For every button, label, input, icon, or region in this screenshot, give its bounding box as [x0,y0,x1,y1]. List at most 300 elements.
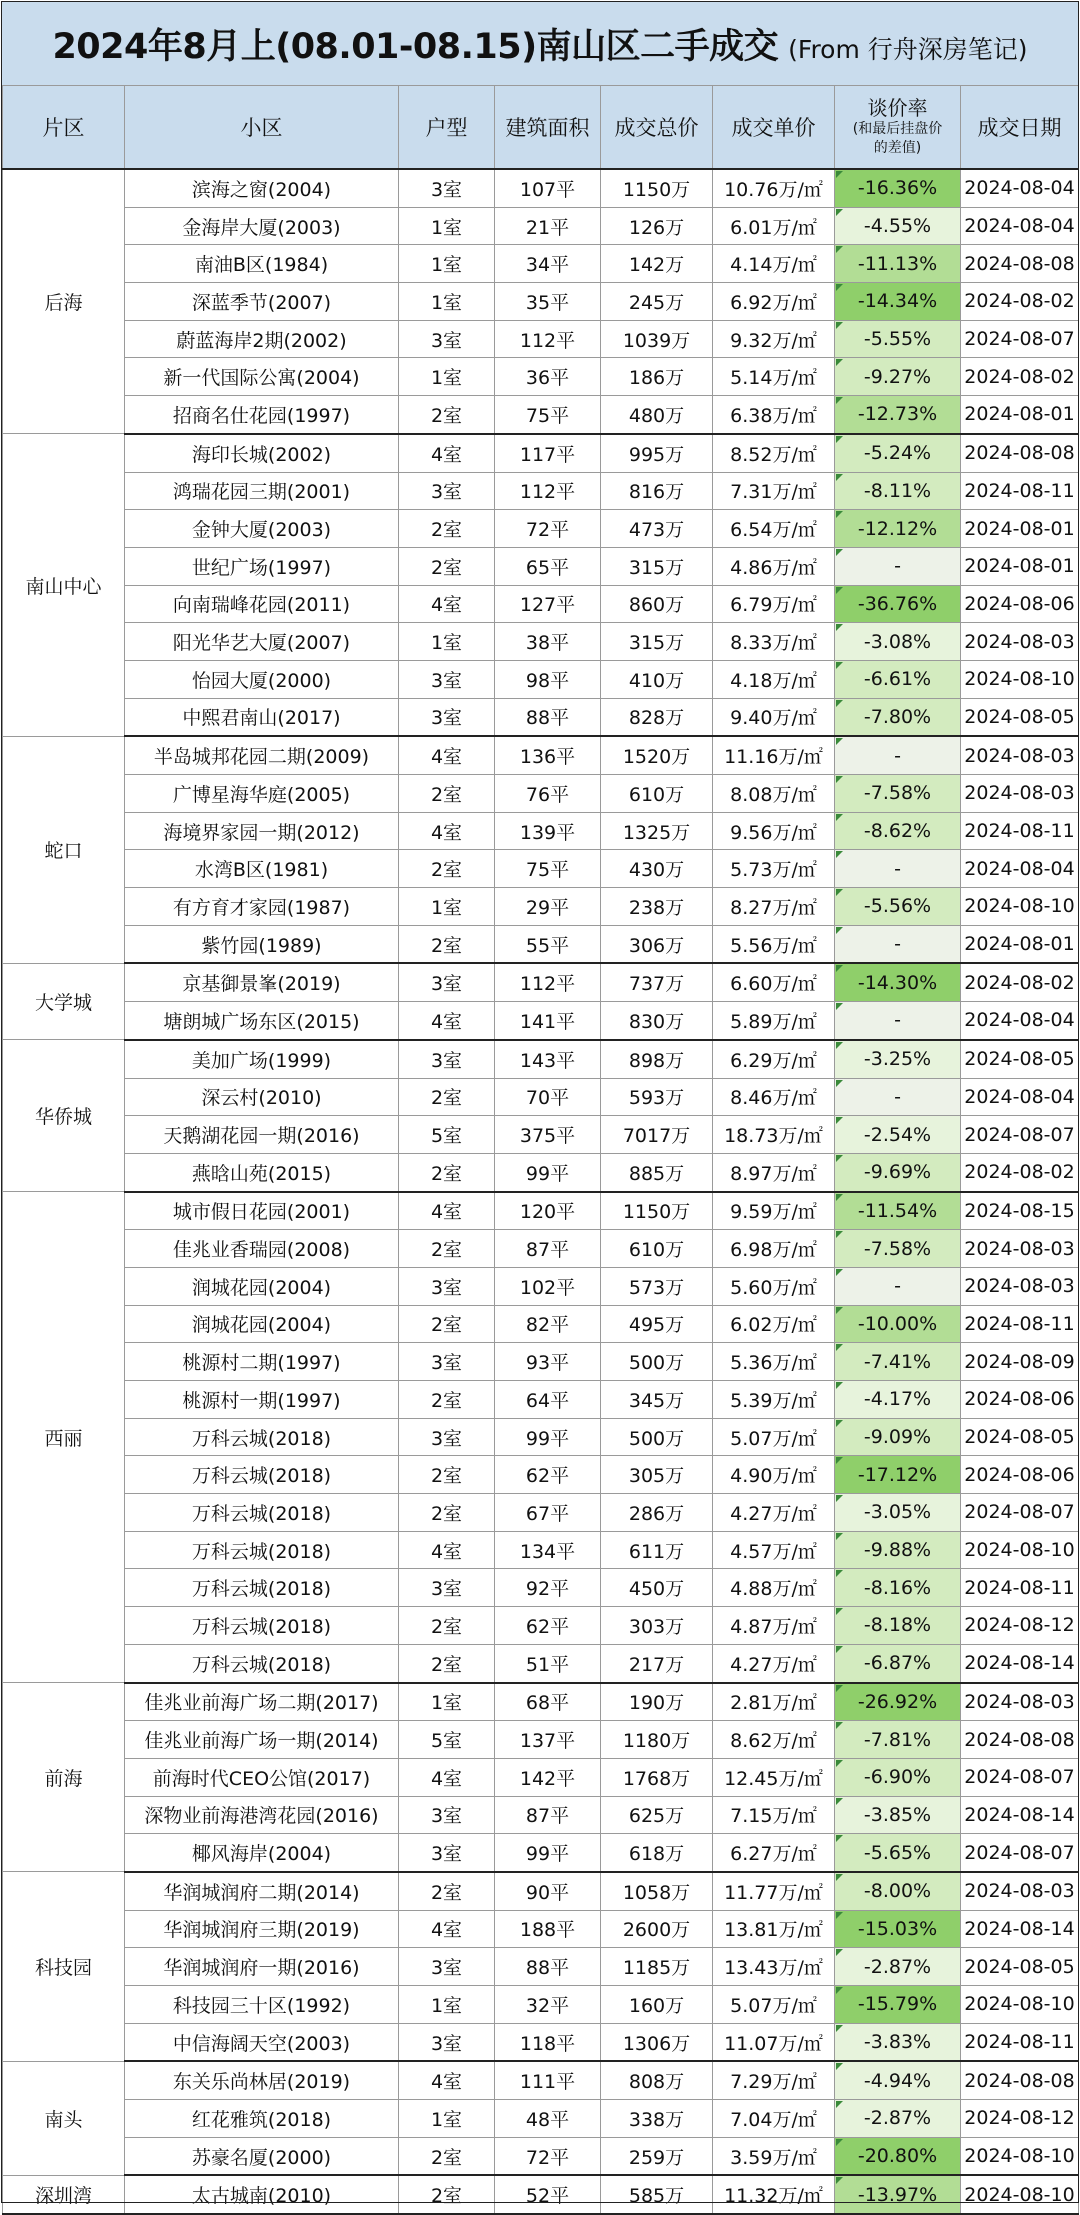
total-price-cell: 450万 [601,1569,713,1607]
deal-date-cell: 2024-08-01 [961,510,1079,548]
discount-rate-cell: - [835,547,961,585]
unit-price-cell: 10.76万/㎡ [713,169,835,207]
discount-rate-cell: -9.88% [835,1531,961,1569]
area-cell: 51平 [495,1644,601,1682]
deal-date-cell: 2024-08-04 [961,207,1079,245]
header-unit-price: 成交单价 [713,86,835,170]
table-row [3,207,1079,245]
unit-price-cell: 8.33万/㎡ [713,623,835,661]
district-cell: 后海 [3,169,125,434]
total-price-cell: 286万 [601,1494,713,1532]
community-cell: 蔚蓝海岸2期(2002) [125,320,399,358]
deal-date-cell: 2024-08-11 [961,1305,1079,1343]
community-cell: 燕晗山苑(2015) [125,1153,399,1191]
community-cell: 天鹅湖花园一期(2016) [125,1116,399,1154]
total-price-cell: 2600万 [601,1910,713,1948]
total-price-cell: 573万 [601,1267,713,1305]
layout-cell: 3室 [399,1418,495,1456]
layout-cell: 2室 [399,1381,495,1419]
area-cell: 111平 [495,2061,601,2099]
deal-date-cell: 2024-08-08 [961,245,1079,283]
area-cell: 88平 [495,1948,601,1986]
deal-date-cell: 2024-08-07 [961,1116,1079,1154]
deal-date-cell: 2024-08-01 [961,925,1079,963]
unit-price-cell: 8.62万/㎡ [713,1721,835,1759]
discount-rate-cell: -8.11% [835,472,961,510]
total-price-cell: 7017万 [601,1116,713,1154]
layout-cell: 1室 [399,2100,495,2138]
discount-rate-cell: -6.90% [835,1758,961,1796]
layout-cell: 1室 [399,623,495,661]
layout-cell: 3室 [399,1343,495,1381]
discount-rate-cell: -20.80% [835,2137,961,2175]
community-cell: 润城花园(2004) [125,1305,399,1343]
unit-price-cell: 11.77万/㎡ [713,1872,835,1910]
area-cell: 92平 [495,1569,601,1607]
community-cell: 前海时代CEO公馆(2017) [125,1758,399,1796]
area-cell: 117平 [495,434,601,472]
discount-rate-cell: -3.83% [835,2023,961,2061]
area-cell: 72平 [495,510,601,548]
layout-cell: 4室 [399,1758,495,1796]
discount-rate-cell: -3.05% [835,1494,961,1532]
discount-rate-cell: -26.92% [835,1683,961,1721]
discount-rate-cell: -7.80% [835,698,961,736]
layout-cell: 3室 [399,1834,495,1872]
layout-cell: 4室 [399,812,495,850]
deal-date-cell: 2024-08-04 [961,169,1079,207]
total-price-cell: 1039万 [601,320,713,358]
area-cell: 120平 [495,1192,601,1230]
unit-price-cell: 4.57万/㎡ [713,1531,835,1569]
table-row [3,1116,1079,1154]
deal-date-cell: 2024-08-14 [961,1910,1079,1948]
community-cell: 万科云城(2018) [125,1494,399,1532]
discount-rate-cell: -6.61% [835,660,961,698]
deal-date-cell: 2024-08-12 [961,2100,1079,2138]
table-row [3,963,1079,1001]
deal-date-cell: 2024-08-11 [961,1569,1079,1607]
table-row [3,1607,1079,1645]
deal-date-cell: 2024-08-05 [961,1418,1079,1456]
area-cell: 35平 [495,283,601,321]
area-cell: 88平 [495,698,601,736]
deal-date-cell: 2024-08-03 [961,1683,1079,1721]
community-cell: 华润城润府二期(2014) [125,1872,399,1910]
community-cell: 有方育才家园(1987) [125,888,399,926]
deal-date-cell: 2024-08-14 [961,1796,1079,1834]
total-price-cell: 315万 [601,547,713,585]
discount-rate-cell: - [835,1267,961,1305]
total-price-cell: 500万 [601,1343,713,1381]
discount-rate-cell: -9.27% [835,358,961,396]
total-price-cell: 1058万 [601,1872,713,1910]
area-cell: 98平 [495,660,601,698]
community-cell: 鸿瑞花园三期(2001) [125,472,399,510]
deal-date-cell: 2024-08-05 [961,1948,1079,1986]
deal-date-cell: 2024-08-12 [961,1607,1079,1645]
table-row [3,660,1079,698]
unit-price-cell: 7.15万/㎡ [713,1796,835,1834]
layout-cell: 3室 [399,169,495,207]
community-cell: 万科云城(2018) [125,1456,399,1494]
area-cell: 188平 [495,1910,601,1948]
unit-price-cell: 6.38万/㎡ [713,396,835,434]
district-cell: 蛇口 [3,736,125,963]
deal-date-cell: 2024-08-08 [961,2061,1079,2099]
area-cell: 29平 [495,888,601,926]
area-cell: 72平 [495,2137,601,2175]
deal-date-cell: 2024-08-01 [961,396,1079,434]
total-price-cell: 808万 [601,2061,713,2099]
layout-cell: 4室 [399,736,495,774]
area-cell: 62平 [495,1456,601,1494]
discount-rate-cell: -12.12% [835,510,961,548]
layout-cell: 4室 [399,434,495,472]
community-cell: 红花雅筑(2018) [125,2100,399,2138]
community-cell: 阳光华艺大厦(2007) [125,623,399,661]
unit-price-cell: 5.07万/㎡ [713,1418,835,1456]
area-cell: 102平 [495,1267,601,1305]
total-price-cell: 345万 [601,1381,713,1419]
discount-rate-cell: -17.12% [835,1456,961,1494]
community-cell: 太古城南(2010) [125,2175,399,2214]
area-cell: 36平 [495,358,601,396]
unit-price-cell: 6.01万/㎡ [713,207,835,245]
unit-price-cell: 4.86万/㎡ [713,547,835,585]
unit-price-cell: 5.07万/㎡ [713,1986,835,2024]
area-cell: 134平 [495,1531,601,1569]
total-price-cell: 1185万 [601,1948,713,1986]
table-row [3,1153,1079,1191]
deal-date-cell: 2024-08-10 [961,888,1079,926]
discount-rate-cell: -10.00% [835,1305,961,1343]
district-cell: 南山中心 [3,434,125,737]
table-row [3,1002,1079,1040]
layout-cell: 4室 [399,585,495,623]
area-cell: 34平 [495,245,601,283]
deal-date-cell: 2024-08-11 [961,472,1079,510]
discount-rate-cell: -8.16% [835,1569,961,1607]
unit-price-cell: 5.14万/㎡ [713,358,835,396]
discount-rate-cell: -5.55% [835,320,961,358]
layout-cell: 2室 [399,1305,495,1343]
discount-rate-cell: - [835,850,961,888]
deal-date-cell: 2024-08-02 [961,283,1079,321]
deal-date-cell: 2024-08-11 [961,2023,1079,2061]
unit-price-cell: 6.29万/㎡ [713,1040,835,1078]
deal-date-cell: 2024-08-10 [961,2175,1079,2214]
total-price-cell: 995万 [601,434,713,472]
table-row [3,2137,1079,2175]
discount-rate-cell: -8.00% [835,1872,961,1910]
layout-cell: 2室 [399,2137,495,2175]
community-cell: 佳兆业前海广场二期(2017) [125,1683,399,1721]
area-cell: 75平 [495,850,601,888]
community-cell: 华润城润府一期(2016) [125,1948,399,1986]
unit-price-cell: 4.87万/㎡ [713,1607,835,1645]
district-cell: 科技园 [3,1872,125,2061]
total-price-cell: 190万 [601,1683,713,1721]
table-row [3,396,1079,434]
layout-cell: 2室 [399,1078,495,1116]
table-row [3,1758,1079,1796]
area-cell: 21平 [495,207,601,245]
discount-rate-cell: -8.62% [835,812,961,850]
area-cell: 137平 [495,1721,601,1759]
unit-price-cell: 6.79万/㎡ [713,585,835,623]
table-row [3,245,1079,283]
community-cell: 向南瑞峰花园(2011) [125,585,399,623]
unit-price-cell: 4.18万/㎡ [713,660,835,698]
deal-date-cell: 2024-08-03 [961,1230,1079,1268]
total-price-cell: 1768万 [601,1758,713,1796]
deal-date-cell: 2024-08-07 [961,1494,1079,1532]
header-total-price: 成交总价 [601,86,713,170]
layout-cell: 3室 [399,472,495,510]
area-cell: 375平 [495,1116,601,1154]
community-cell: 桃源村二期(1997) [125,1343,399,1381]
community-cell: 佳兆业香瑞园(2008) [125,1230,399,1268]
unit-price-cell: 4.27万/㎡ [713,1494,835,1532]
table-row [3,1456,1079,1494]
layout-cell: 5室 [399,1116,495,1154]
total-price-cell: 737万 [601,963,713,1001]
deal-date-cell: 2024-08-08 [961,1721,1079,1759]
table-row [3,1494,1079,1532]
community-cell: 城市假日花园(2001) [125,1192,399,1230]
layout-cell: 3室 [399,698,495,736]
community-cell: 半岛城邦花园二期(2009) [125,736,399,774]
area-cell: 112平 [495,472,601,510]
unit-price-cell: 8.46万/㎡ [713,1078,835,1116]
area-cell: 82平 [495,1305,601,1343]
unit-price-cell: 6.98万/㎡ [713,1230,835,1268]
area-cell: 64平 [495,1381,601,1419]
deal-date-cell: 2024-08-05 [961,698,1079,736]
discount-rate-cell: -3.25% [835,1040,961,1078]
layout-cell: 3室 [399,660,495,698]
header-deal-date: 成交日期 [961,86,1079,170]
header-discount-rate [835,86,961,170]
discount-rate-cell: -2.87% [835,2100,961,2138]
community-cell: 京基御景峯(2019) [125,963,399,1001]
table-row [3,1721,1079,1759]
deal-date-cell: 2024-08-02 [961,358,1079,396]
area-cell: 75平 [495,396,601,434]
discount-rate-cell: -14.34% [835,283,961,321]
area-cell: 48平 [495,2100,601,2138]
district-cell: 深圳湾 [3,2175,125,2214]
layout-cell: 1室 [399,1986,495,2024]
table-row [3,358,1079,396]
total-price-cell: 186万 [601,358,713,396]
area-cell: 112平 [495,320,601,358]
discount-rate-cell: -4.17% [835,1381,961,1419]
table-row [3,1531,1079,1569]
unit-price-cell: 5.36万/㎡ [713,1343,835,1381]
layout-cell: 4室 [399,2061,495,2099]
table-row [3,2175,1079,2214]
unit-price-cell: 7.29万/㎡ [713,2061,835,2099]
layout-cell: 3室 [399,1040,495,1078]
layout-cell: 4室 [399,1002,495,1040]
table-row [3,1872,1079,1910]
unit-price-cell: 7.04万/㎡ [713,2100,835,2138]
community-cell: 海印长城(2002) [125,434,399,472]
discount-rate-cell: - [835,1078,961,1116]
table-row [3,547,1079,585]
area-cell: 62平 [495,1607,601,1645]
table-row [3,1986,1079,2024]
community-cell: 招商名仕花园(1997) [125,396,399,434]
area-cell: 139平 [495,812,601,850]
community-cell: 广博星海华庭(2005) [125,775,399,813]
community-cell: 中熙君南山(2017) [125,698,399,736]
layout-cell: 3室 [399,2023,495,2061]
table-row [3,888,1079,926]
unit-price-cell: 9.32万/㎡ [713,320,835,358]
discount-rate-cell: -5.56% [835,888,961,926]
total-price-cell: 611万 [601,1531,713,1569]
deal-date-cell: 2024-08-03 [961,775,1079,813]
total-price-cell: 625万 [601,1796,713,1834]
community-cell: 苏豪名厦(2000) [125,2137,399,2175]
area-cell: 87平 [495,1796,601,1834]
deal-date-cell: 2024-08-09 [961,1343,1079,1381]
deal-date-cell: 2024-08-03 [961,1872,1079,1910]
table-row [3,1418,1079,1456]
deal-date-cell: 2024-08-14 [961,1644,1079,1682]
discount-rate-cell: -3.08% [835,623,961,661]
total-price-cell: 410万 [601,660,713,698]
unit-price-cell: 5.60万/㎡ [713,1267,835,1305]
total-price-cell: 860万 [601,585,713,623]
unit-price-cell: 5.56万/㎡ [713,925,835,963]
discount-rate-cell: -13.97% [835,2175,961,2214]
unit-price-cell: 4.88万/㎡ [713,1569,835,1607]
discount-rate-cell: -15.03% [835,1910,961,1948]
layout-cell: 2室 [399,1494,495,1532]
unit-price-cell: 8.97万/㎡ [713,1153,835,1191]
area-cell: 99平 [495,1418,601,1456]
discount-rate-cell: -36.76% [835,585,961,623]
area-cell: 93平 [495,1343,601,1381]
header-area: 建筑面积 [495,86,601,170]
unit-price-cell: 4.14万/㎡ [713,245,835,283]
discount-rate-cell: -7.58% [835,1230,961,1268]
community-cell: 塘朗城广场东区(2015) [125,1002,399,1040]
area-cell: 67平 [495,1494,601,1532]
layout-cell: 3室 [399,1948,495,1986]
table-row [3,736,1079,774]
table-header-row [3,86,1079,170]
total-price-cell: 828万 [601,698,713,736]
community-cell: 桃源村一期(1997) [125,1381,399,1419]
unit-price-cell: 8.52万/㎡ [713,434,835,472]
total-price-cell: 610万 [601,775,713,813]
total-price-cell: 585万 [601,2175,713,2214]
table-row [3,1910,1079,1948]
discount-rate-cell: -5.65% [835,1834,961,1872]
area-cell: 55平 [495,925,601,963]
total-price-cell: 898万 [601,1040,713,1078]
total-price-cell: 473万 [601,510,713,548]
table-row [3,1040,1079,1078]
unit-price-cell: 9.56万/㎡ [713,812,835,850]
total-price-cell: 1150万 [601,169,713,207]
area-cell: 70平 [495,1078,601,1116]
total-price-cell: 303万 [601,1607,713,1645]
table-row [3,1305,1079,1343]
total-price-cell: 430万 [601,850,713,888]
deal-date-cell: 2024-08-07 [961,1758,1079,1796]
total-price-cell: 306万 [601,925,713,963]
discount-rate-cell: -3.85% [835,1796,961,1834]
community-cell: 南油B区(1984) [125,245,399,283]
community-cell: 滨海之窗(2004) [125,169,399,207]
layout-cell: 2室 [399,850,495,888]
table-row [3,1796,1079,1834]
table-row [3,472,1079,510]
report-title: 2024年8月上(08.01-08.15)南山区二手成交 [52,26,779,67]
total-price-cell: 217万 [601,1644,713,1682]
table-row [3,1192,1079,1230]
total-price-cell: 259万 [601,2137,713,2175]
layout-cell: 2室 [399,1607,495,1645]
community-cell: 东关乐尚林居(2019) [125,2061,399,2099]
table-row [3,1683,1079,1721]
discount-rate-cell: -14.30% [835,963,961,1001]
unit-price-cell: 6.60万/㎡ [713,963,835,1001]
layout-cell: 2室 [399,396,495,434]
header-district: 片区 [3,86,125,170]
community-cell: 科技园三十区(1992) [125,1986,399,2024]
discount-rate-cell: - [835,736,961,774]
total-price-cell: 338万 [601,2100,713,2138]
community-cell: 万科云城(2018) [125,1569,399,1607]
discount-rate-cell: -7.58% [835,775,961,813]
discount-rate-cell: -15.79% [835,1986,961,2024]
layout-cell: 2室 [399,547,495,585]
community-cell: 中信海阔天空(2003) [125,2023,399,2061]
discount-rate-cell: -2.54% [835,1116,961,1154]
total-price-cell: 126万 [601,207,713,245]
area-cell: 136平 [495,736,601,774]
unit-price-cell: 4.27万/㎡ [713,1644,835,1682]
community-cell: 华润城润府三期(2019) [125,1910,399,1948]
discount-rate-cell: -11.54% [835,1192,961,1230]
community-cell: 美加广场(1999) [125,1040,399,1078]
community-cell: 深蓝季节(2007) [125,283,399,321]
total-price-cell: 315万 [601,623,713,661]
community-cell: 金钟大厦(2003) [125,510,399,548]
layout-cell: 2室 [399,775,495,813]
discount-rate-cell: -2.87% [835,1948,961,1986]
community-cell: 海境界家园一期(2012) [125,812,399,850]
table-row [3,2100,1079,2138]
community-cell: 万科云城(2018) [125,1644,399,1682]
deal-date-cell: 2024-08-10 [961,1986,1079,2024]
total-price-cell: 500万 [601,1418,713,1456]
discount-rate-cell: -9.09% [835,1418,961,1456]
deal-date-cell: 2024-08-03 [961,623,1079,661]
deal-date-cell: 2024-08-04 [961,1078,1079,1116]
deal-date-cell: 2024-08-04 [961,1002,1079,1040]
layout-cell: 2室 [399,1456,495,1494]
total-price-cell: 610万 [601,1230,713,1268]
discount-rate-cell: -5.24% [835,434,961,472]
